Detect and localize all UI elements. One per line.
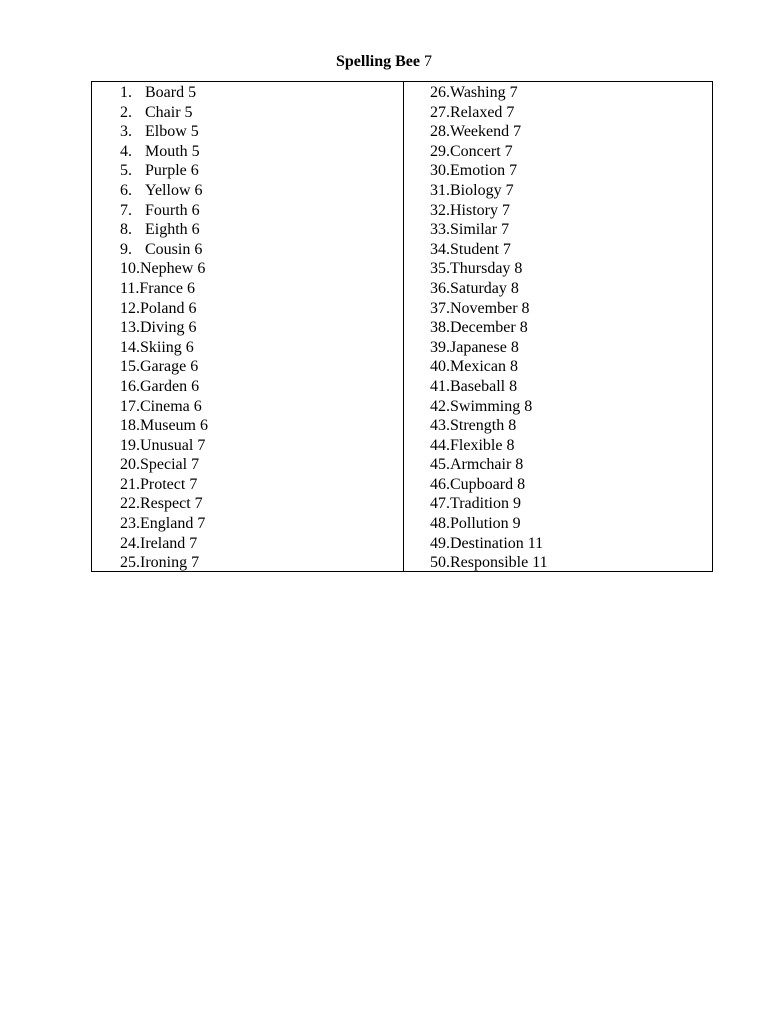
item-number: 33. — [430, 221, 450, 239]
item-number: 49. — [430, 534, 450, 552]
item-word: Baseball 8 — [450, 377, 518, 395]
item-number: 36. — [430, 279, 450, 297]
item-number: 15. — [120, 358, 140, 376]
list-item — [120, 338, 208, 358]
list-item — [430, 122, 548, 142]
list-item — [430, 338, 548, 358]
item-word: Poland 6 — [140, 299, 197, 317]
list-item — [120, 494, 208, 514]
item-number: 4. — [120, 142, 132, 160]
list-item — [430, 494, 548, 514]
list-item — [430, 318, 548, 338]
item-number: 11. — [120, 279, 140, 297]
item-number: 22. — [120, 495, 140, 513]
item-number: 17. — [120, 397, 140, 415]
list-item — [430, 357, 548, 377]
item-word: Student 7 — [450, 240, 511, 258]
item-number: 21. — [120, 475, 140, 493]
list-item — [120, 201, 208, 221]
item-word: Protect 7 — [140, 475, 198, 493]
list-item — [120, 220, 208, 240]
item-number: 12. — [120, 299, 140, 317]
item-word: Ireland 7 — [140, 534, 198, 552]
title-number: 7 — [424, 53, 432, 70]
item-number: 23. — [120, 515, 140, 533]
item-number: 7. — [120, 201, 132, 219]
list-item — [430, 240, 548, 260]
list-item — [430, 397, 548, 417]
item-word: France 6 — [139, 279, 195, 297]
item-word: Garden 6 — [140, 377, 200, 395]
item-word: Tradition 9 — [450, 495, 521, 513]
list-item — [120, 377, 208, 397]
list-item — [430, 201, 548, 221]
list-item — [120, 122, 208, 142]
item-word: Weekend 7 — [450, 123, 522, 141]
item-word: Diving 6 — [140, 319, 197, 337]
item-number: 27. — [430, 103, 450, 121]
item-number: 30. — [430, 162, 450, 180]
item-number: 35. — [430, 260, 450, 278]
item-number: 37. — [430, 299, 450, 317]
list-item — [120, 142, 208, 162]
list-item — [120, 318, 208, 338]
item-number: 6. — [120, 181, 132, 199]
list-item — [120, 455, 208, 475]
item-word: History 7 — [450, 201, 510, 219]
item-word: Swimming 8 — [450, 397, 533, 415]
item-number: 19. — [120, 436, 140, 454]
item-number: 40. — [430, 358, 450, 376]
item-number: 2. — [120, 103, 132, 121]
list-item — [120, 161, 208, 181]
item-word: Skiing 6 — [140, 338, 194, 356]
item-number: 43. — [430, 417, 450, 435]
item-number: 32. — [430, 201, 450, 219]
item-word: Eighth 6 — [145, 221, 200, 239]
item-word: Concert 7 — [450, 142, 513, 160]
item-word: Emotion 7 — [450, 162, 518, 180]
item-word: Biology 7 — [450, 181, 514, 199]
list-item — [430, 553, 548, 573]
list-item — [120, 436, 208, 456]
item-word: Saturday 8 — [450, 279, 519, 297]
item-word: Museum 6 — [140, 417, 208, 435]
item-word: Mexican 8 — [450, 358, 518, 376]
page-title — [0, 52, 768, 72]
item-word: Similar 7 — [450, 221, 510, 239]
item-word: Special 7 — [140, 456, 200, 474]
item-number: 13. — [120, 319, 140, 337]
list-item — [430, 534, 548, 554]
item-number: 50. — [430, 554, 450, 572]
list-item — [120, 553, 208, 573]
list-item — [430, 161, 548, 181]
list-item — [430, 279, 548, 299]
item-word: Cousin 6 — [145, 240, 203, 258]
item-word: Respect 7 — [140, 495, 203, 513]
list-item — [120, 514, 208, 534]
item-word: Unusual 7 — [140, 436, 206, 454]
item-number: 3. — [120, 123, 132, 141]
item-number: 18. — [120, 417, 140, 435]
item-number: 28. — [430, 123, 450, 141]
item-word: Strength 8 — [450, 417, 517, 435]
item-number: 42. — [430, 397, 450, 415]
item-word: Elbow 5 — [145, 123, 199, 141]
item-number: 29. — [430, 142, 450, 160]
item-number: 41. — [430, 377, 450, 395]
list-item — [430, 436, 548, 456]
item-word: Yellow 6 — [145, 181, 203, 199]
list-item — [430, 259, 548, 279]
left-column — [120, 83, 208, 573]
item-word: Pollution 9 — [450, 515, 521, 533]
list-item — [120, 279, 208, 299]
item-number: 8. — [120, 221, 132, 239]
item-word: Chair 5 — [145, 103, 193, 121]
item-word: Garage 6 — [140, 358, 199, 376]
item-number: 25. — [120, 554, 140, 572]
item-number: 20. — [120, 456, 140, 474]
item-number: 48. — [430, 515, 450, 533]
list-item — [120, 534, 208, 554]
item-word: Mouth 5 — [145, 142, 200, 160]
item-word: Responsible 11 — [450, 554, 548, 572]
item-word: November 8 — [450, 299, 530, 317]
list-item — [430, 514, 548, 534]
word-list-table — [91, 81, 713, 572]
item-word: Destination 11 — [450, 534, 544, 552]
list-item — [120, 259, 208, 279]
item-number: 14. — [120, 338, 140, 356]
item-word: Fourth 6 — [145, 201, 200, 219]
list-item — [430, 416, 548, 436]
item-word: Purple 6 — [145, 162, 199, 180]
list-item — [430, 142, 548, 162]
item-number: 46. — [430, 475, 450, 493]
item-word: Japanese 8 — [450, 338, 519, 356]
item-number: 34. — [430, 240, 450, 258]
title-text: Spelling Bee — [335, 53, 420, 70]
item-word: December 8 — [450, 319, 528, 337]
item-number: 24. — [120, 534, 140, 552]
item-word: Flexible 8 — [450, 436, 515, 454]
list-item — [120, 299, 208, 319]
list-item — [120, 83, 208, 103]
list-item — [120, 103, 208, 123]
list-item — [430, 83, 548, 103]
list-item — [120, 475, 208, 495]
item-number: 31. — [430, 181, 450, 199]
list-item — [120, 416, 208, 436]
item-number: 47. — [430, 495, 450, 513]
item-number: 1. — [120, 84, 132, 101]
item-word: Cinema 6 — [140, 397, 202, 415]
item-word: Cupboard 8 — [450, 475, 526, 493]
item-word: Washing 7 — [450, 84, 518, 101]
item-number: 16. — [120, 377, 140, 395]
item-number: 5. — [120, 162, 132, 180]
list-item — [430, 299, 548, 319]
list-item — [120, 357, 208, 377]
item-number: 10. — [120, 260, 140, 278]
right-column — [430, 83, 548, 573]
list-item — [430, 455, 548, 475]
item-number: 38. — [430, 319, 450, 337]
item-word: England 7 — [140, 515, 206, 533]
list-item — [430, 475, 548, 495]
column-divider — [403, 82, 404, 571]
list-item — [430, 377, 548, 397]
item-word: Armchair 8 — [450, 456, 524, 474]
item-word: Nephew 6 — [140, 260, 206, 278]
item-number: 45. — [430, 456, 450, 474]
list-item — [120, 240, 208, 260]
list-item — [120, 397, 208, 417]
list-item — [430, 103, 548, 123]
item-number: 44. — [430, 436, 450, 454]
item-word: Board 5 — [145, 84, 197, 101]
item-number: 26. — [430, 84, 450, 101]
list-item — [430, 181, 548, 201]
list-item — [120, 181, 208, 201]
item-word: Relaxed 7 — [450, 103, 515, 121]
item-word: Ironing 7 — [140, 554, 200, 572]
item-word: Thursday 8 — [450, 260, 523, 278]
item-number: 9. — [120, 240, 132, 258]
list-item — [430, 220, 548, 240]
item-number: 39. — [430, 338, 450, 356]
